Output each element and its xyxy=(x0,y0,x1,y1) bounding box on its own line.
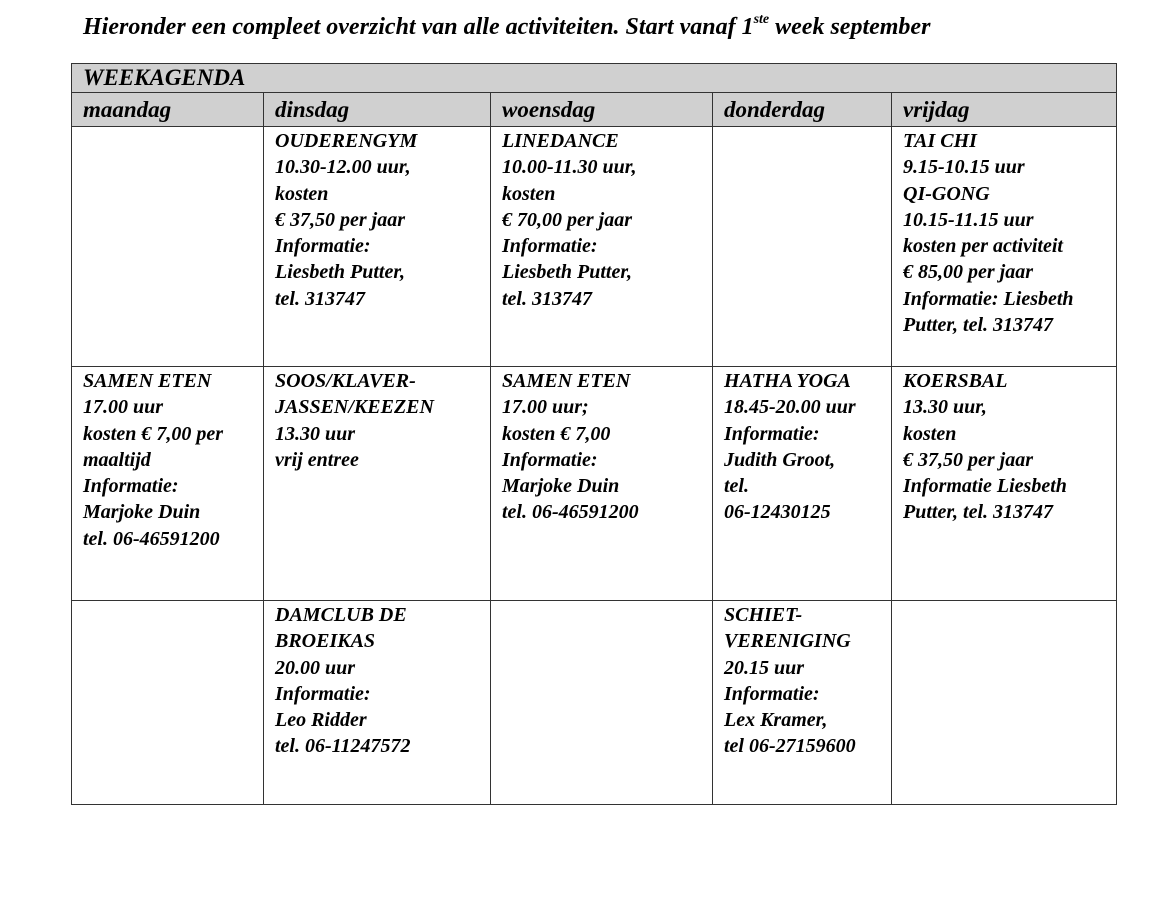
day-header-donderdag: donderdag xyxy=(713,93,892,127)
activity-line: Informatie Liesbeth xyxy=(903,475,1067,498)
agenda-title-row xyxy=(72,64,1117,93)
activity-line: tel. 06-46591200 xyxy=(83,527,220,550)
activity-cell xyxy=(491,601,713,805)
activity-cell xyxy=(713,127,892,367)
agenda-row-3 xyxy=(72,601,1117,805)
activity-line: 18.45-20.00 uur xyxy=(724,396,856,419)
activity-line: kosten xyxy=(903,422,957,445)
activity-line: € 85,00 per jaar xyxy=(903,261,1033,284)
activity-line: 17.00 uur xyxy=(83,396,164,419)
activity-line: 13.30 uur, xyxy=(903,396,987,419)
activity-line: Lex Kramer, xyxy=(724,709,828,732)
activity-line: Informatie: xyxy=(502,448,598,471)
activity-line: DAMCLUB DE xyxy=(275,604,407,626)
activity-line: LINEDANCE xyxy=(502,130,619,152)
activity-cell xyxy=(264,127,491,367)
activity-line: 10.00-11.30 uur, xyxy=(502,156,637,179)
activity-cell xyxy=(72,367,264,601)
activity-line: tel. 313747 xyxy=(502,287,592,310)
activity-line: Leo Ridder xyxy=(275,709,367,732)
activity-line: SAMEN ETEN xyxy=(502,370,631,392)
activity-cell xyxy=(491,127,713,367)
day-header-maandag: maandag xyxy=(72,93,264,127)
activity-line: kosten € 7,00 xyxy=(502,422,611,445)
activity-line: kosten € 7,00 per xyxy=(83,422,223,445)
activity-line: Marjoke Duin xyxy=(83,501,201,524)
intro-superscript: ste xyxy=(753,12,770,27)
activity-line: 20.15 uur xyxy=(724,656,805,679)
activity-line: Putter, tel. 313747 xyxy=(903,501,1053,524)
activity-line: € 37,50 per jaar xyxy=(275,208,405,231)
activity-line: kosten per activiteit xyxy=(903,235,1063,258)
activity-line: Informatie: xyxy=(275,682,371,705)
activity-line: tel. 313747 xyxy=(275,287,365,310)
activity-line: Informatie: xyxy=(83,475,179,498)
activity-line: 06-12430125 xyxy=(724,501,831,524)
activity-line: QI-GONG xyxy=(903,182,990,205)
activity-line: Marjoke Duin xyxy=(502,475,620,498)
activity-line: Putter, tel. 313747 xyxy=(903,314,1053,337)
activity-line: SCHIET- xyxy=(724,604,803,626)
day-header-vrijdag: vrijdag xyxy=(892,93,1117,127)
activity-line: 17.00 uur; xyxy=(502,396,589,419)
activity-line: HATHA YOGA xyxy=(724,370,851,392)
activity-line: JASSEN/KEEZEN xyxy=(275,396,434,419)
activity-line: 20.00 uur xyxy=(275,656,356,679)
activity-line: Informatie: xyxy=(502,235,598,258)
agenda-row-2 xyxy=(72,367,1117,601)
activity-line: SOOS/KLAVER- xyxy=(275,370,416,392)
activity-line: Informatie: Liesbeth xyxy=(903,287,1074,310)
activity-cell xyxy=(72,601,264,805)
activity-line: vrij entree xyxy=(275,448,359,471)
activity-line: BROEIKAS xyxy=(275,630,376,653)
day-header-dinsdag: dinsdag xyxy=(264,93,491,127)
activity-cell xyxy=(713,367,892,601)
activity-line: maaltijd xyxy=(83,448,151,471)
week-agenda-table xyxy=(71,63,1117,805)
activity-line: € 37,50 per jaar xyxy=(903,448,1033,471)
activity-line: kosten xyxy=(275,182,329,205)
activity-line: OUDERENGYM xyxy=(275,130,418,152)
activity-line: Informatie: xyxy=(724,682,820,705)
activity-cell xyxy=(892,601,1117,805)
activity-line: Liesbeth Putter, xyxy=(275,261,405,284)
activity-line: SAMEN ETEN xyxy=(83,370,212,392)
activity-line: tel. 06-11247572 xyxy=(275,735,411,758)
activity-line: TAI CHI xyxy=(903,130,977,152)
activity-line: tel. xyxy=(724,475,749,498)
day-header-row xyxy=(72,93,1117,127)
intro-text-after: week september xyxy=(769,14,931,40)
activity-cell xyxy=(892,127,1117,367)
agenda-row-1 xyxy=(72,127,1117,367)
activity-line: Liesbeth Putter, xyxy=(502,261,632,284)
activity-line: € 70,00 per jaar xyxy=(502,208,632,231)
activity-line: Informatie: xyxy=(275,235,371,258)
intro-heading xyxy=(83,10,930,44)
activity-cell xyxy=(264,367,491,601)
activity-line: 10.30-12.00 uur, xyxy=(275,156,411,179)
agenda-title: WEEKAGENDA xyxy=(72,64,1117,93)
activity-cell xyxy=(713,601,892,805)
activity-line: tel. 06-46591200 xyxy=(502,501,639,524)
activity-line: Informatie: xyxy=(724,422,820,445)
activity-line: Judith Groot, xyxy=(724,448,836,471)
activity-line: KOERSBAL xyxy=(903,370,1008,392)
activity-line: VERENIGING xyxy=(724,630,851,653)
intro-text-before: Hieronder een compleet overzicht van alle activiteiten. Start vanaf 1 xyxy=(83,14,754,40)
activity-cell xyxy=(491,367,713,601)
activity-line: tel 06-27159600 xyxy=(724,735,856,758)
day-header-woensdag: woensdag xyxy=(491,93,713,127)
activity-cell xyxy=(264,601,491,805)
activity-cell xyxy=(892,367,1117,601)
activity-line: kosten xyxy=(502,182,556,205)
activity-line: 13.30 uur xyxy=(275,422,356,445)
activity-line: 9.15-10.15 uur xyxy=(903,156,1025,179)
activity-cell xyxy=(72,127,264,367)
activity-line: 10.15-11.15 uur xyxy=(903,208,1034,231)
